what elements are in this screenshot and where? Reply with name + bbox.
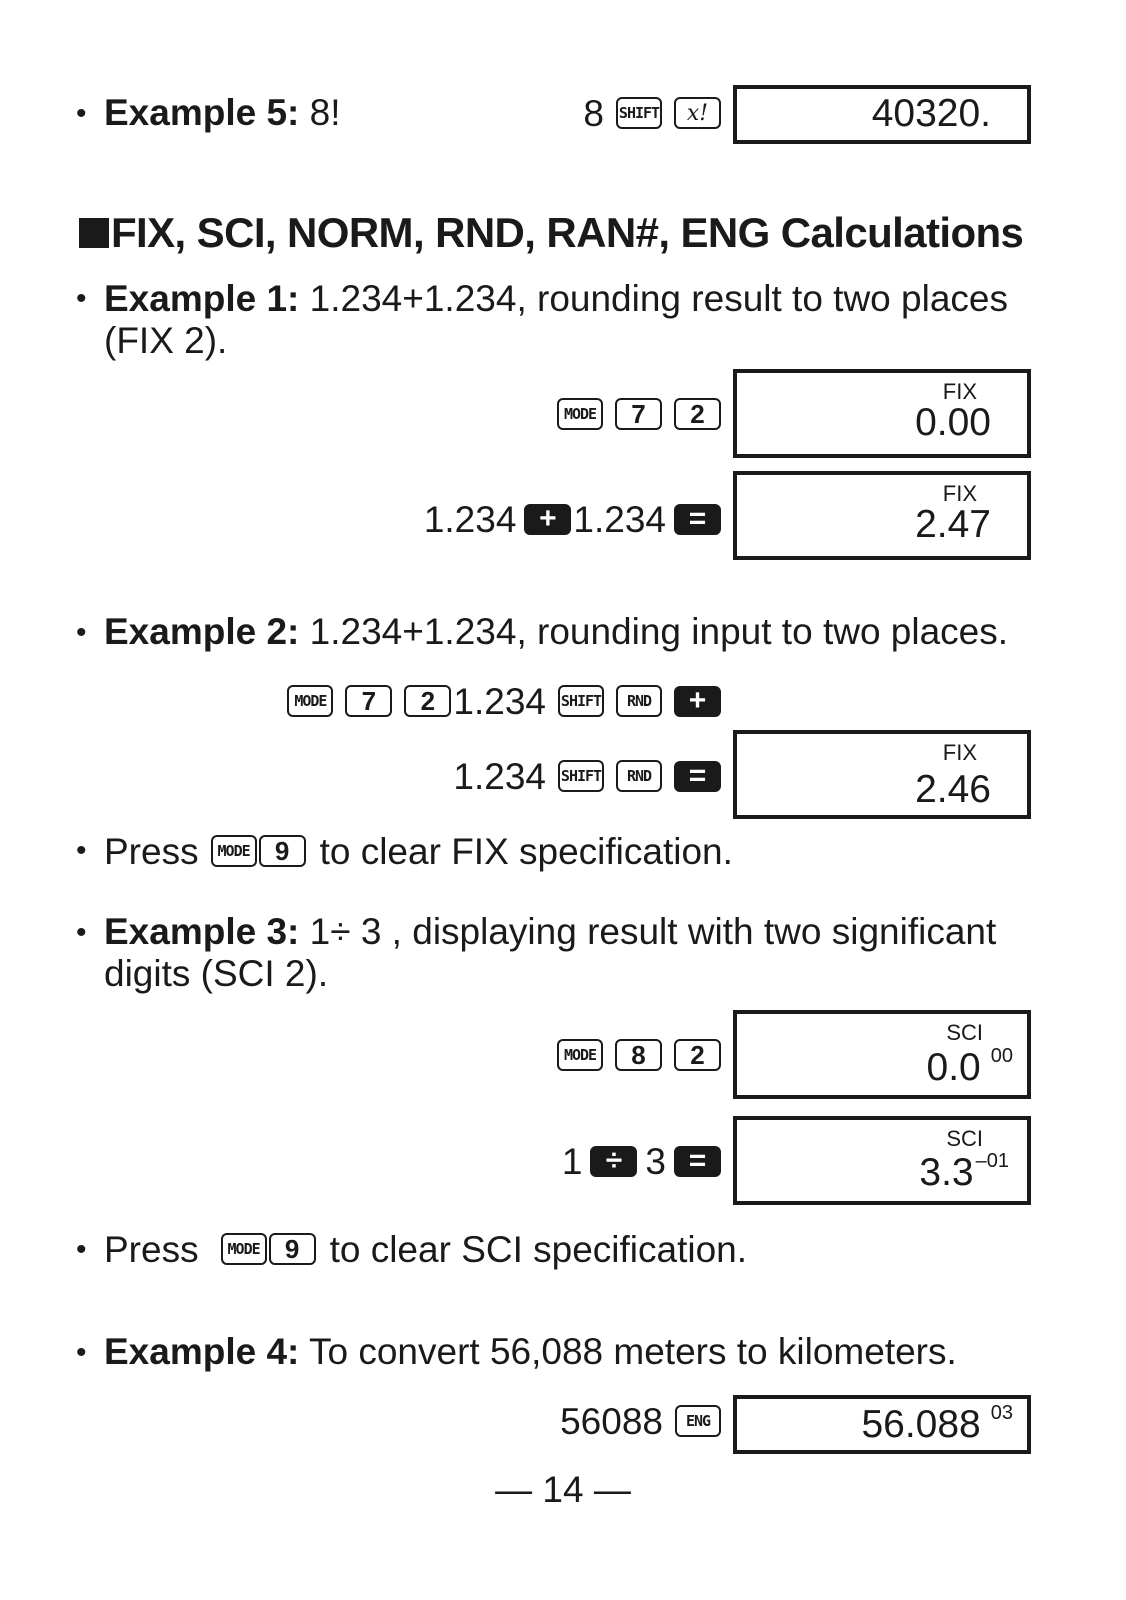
- bullet: •: [76, 916, 87, 949]
- mantissa: 3.3: [919, 1151, 974, 1194]
- digit-key: 2: [674, 398, 721, 430]
- bullet: •: [76, 834, 87, 867]
- display-value: [861, 1403, 1013, 1444]
- eng-key: ENG: [675, 1405, 721, 1437]
- example-description: 1.234+1.234, rounding input to two places.: [299, 611, 1009, 652]
- mantissa: 0.0: [926, 1046, 981, 1089]
- mode-key: MODE: [211, 835, 257, 867]
- bullet: •: [76, 282, 87, 315]
- square-marker-icon: [79, 218, 109, 248]
- calculator-display: [733, 369, 1031, 458]
- example-description: To convert 56,088 meters to kilometers.: [299, 1331, 957, 1372]
- plus-key: +: [674, 686, 721, 717]
- example-3-text-line2: digits (SCI 2).: [104, 953, 329, 994]
- shift-key: SHIFT: [616, 97, 662, 129]
- calculator-display: [733, 471, 1031, 560]
- bullet: •: [76, 1336, 87, 1369]
- mode-key: MODE: [287, 685, 333, 717]
- bullet: •: [76, 1233, 87, 1266]
- rnd-key: RND: [616, 685, 662, 717]
- display-indicator: FIX: [942, 481, 977, 506]
- example-1-step1-keystrokes: [557, 392, 721, 436]
- example-1-text-line2: (FIX 2).: [104, 320, 228, 361]
- example-description: 1÷ 3 , displaying result with two significant: [299, 911, 997, 952]
- input-number: 1.234: [423, 498, 517, 540]
- instruction-text: to clear SCI specification.: [329, 1228, 748, 1270]
- input-number: 1: [561, 1140, 583, 1182]
- example-3-step2-keystrokes: [562, 1139, 721, 1183]
- example-4-text: [104, 1333, 957, 1370]
- equals-key: =: [674, 504, 721, 535]
- calculator-display: [733, 730, 1031, 819]
- heading-text: FIX, SCI, NORM, RND, RAN#, ENG Calculations: [111, 209, 1024, 256]
- example-label: Example 4:: [104, 1331, 300, 1372]
- equals-key: =: [674, 761, 721, 792]
- digit-key: 7: [615, 398, 662, 430]
- calculator-display: [733, 1010, 1031, 1099]
- divide-key: ÷: [590, 1146, 637, 1177]
- input-number: 8: [583, 92, 604, 134]
- example-4-keystrokes: [560, 1399, 721, 1443]
- example-description: 1.234+1.234, rounding result to two places: [299, 278, 1008, 319]
- equals-key: =: [674, 1146, 721, 1177]
- example-label: Example 1:: [104, 278, 300, 319]
- example-5-text: [104, 94, 341, 131]
- calculator-display: [733, 85, 1031, 144]
- example-label: Example 2:: [104, 611, 300, 652]
- example-1-text: [104, 280, 1008, 317]
- example-1-step2-keystrokes: [424, 497, 721, 541]
- input-number: 56088: [560, 1400, 663, 1442]
- shift-key: SHIFT: [558, 685, 604, 717]
- display-indicator: SCI: [946, 1126, 983, 1151]
- example-2-step2-keystrokes: [453, 754, 721, 798]
- input-number: 1.234: [453, 755, 546, 797]
- factorial-key: x!: [674, 97, 721, 129]
- bullet: •: [76, 97, 87, 130]
- clear-sci-instruction: [104, 1227, 747, 1271]
- example-description: 8!: [299, 92, 341, 133]
- display-value: 0.00: [915, 401, 991, 444]
- instruction-text: to clear FIX specification.: [319, 830, 733, 872]
- input-number: 3: [645, 1140, 666, 1182]
- digit-key: 8: [615, 1039, 662, 1071]
- display-value: [919, 1151, 1009, 1192]
- example-label: Example 3:: [104, 911, 300, 952]
- digit-key: 2: [674, 1039, 721, 1071]
- example-3-text: [104, 913, 996, 950]
- page-number: — 14 —: [495, 1469, 631, 1510]
- mode-key: MODE: [557, 1039, 603, 1071]
- exponent: 03: [990, 1402, 1013, 1424]
- example-2-step1-keystrokes: [287, 679, 721, 723]
- example-2-text: [104, 613, 1008, 650]
- instruction-text: Press: [104, 1228, 199, 1270]
- example-3-step1-keystrokes: [557, 1033, 721, 1077]
- display-indicator: FIX: [942, 740, 977, 765]
- section-heading: [79, 209, 1024, 256]
- display-indicator: FIX: [942, 379, 977, 404]
- display-indicator: SCI: [946, 1020, 983, 1045]
- exponent: –01: [975, 1150, 1009, 1172]
- calculator-display: [733, 1116, 1031, 1205]
- display-value: 2.46: [915, 768, 991, 811]
- clear-fix-instruction: [104, 829, 733, 873]
- mode-key: MODE: [557, 398, 603, 430]
- bullet: •: [76, 616, 87, 649]
- example-label: Example 5:: [104, 92, 300, 133]
- digit-key: 9: [259, 835, 306, 867]
- rnd-key: RND: [616, 760, 662, 792]
- digit-key: 7: [345, 685, 392, 717]
- example-5-keystrokes: [583, 91, 721, 135]
- calculator-display: [733, 1395, 1031, 1454]
- digit-key: 9: [269, 1233, 316, 1265]
- mode-key: MODE: [221, 1233, 267, 1265]
- shift-key: SHIFT: [558, 760, 604, 792]
- plus-key: +: [524, 504, 571, 535]
- exponent: 00: [990, 1045, 1013, 1067]
- digit-key: 2: [404, 685, 451, 717]
- display-value: 40320.: [871, 92, 991, 135]
- input-number: 1.234: [453, 680, 546, 722]
- display-value: [927, 1046, 1013, 1087]
- instruction-text: Press: [104, 830, 199, 872]
- display-value: 2.47: [915, 503, 991, 546]
- input-number: 1.234: [573, 498, 666, 540]
- mantissa: 56.088: [861, 1403, 981, 1446]
